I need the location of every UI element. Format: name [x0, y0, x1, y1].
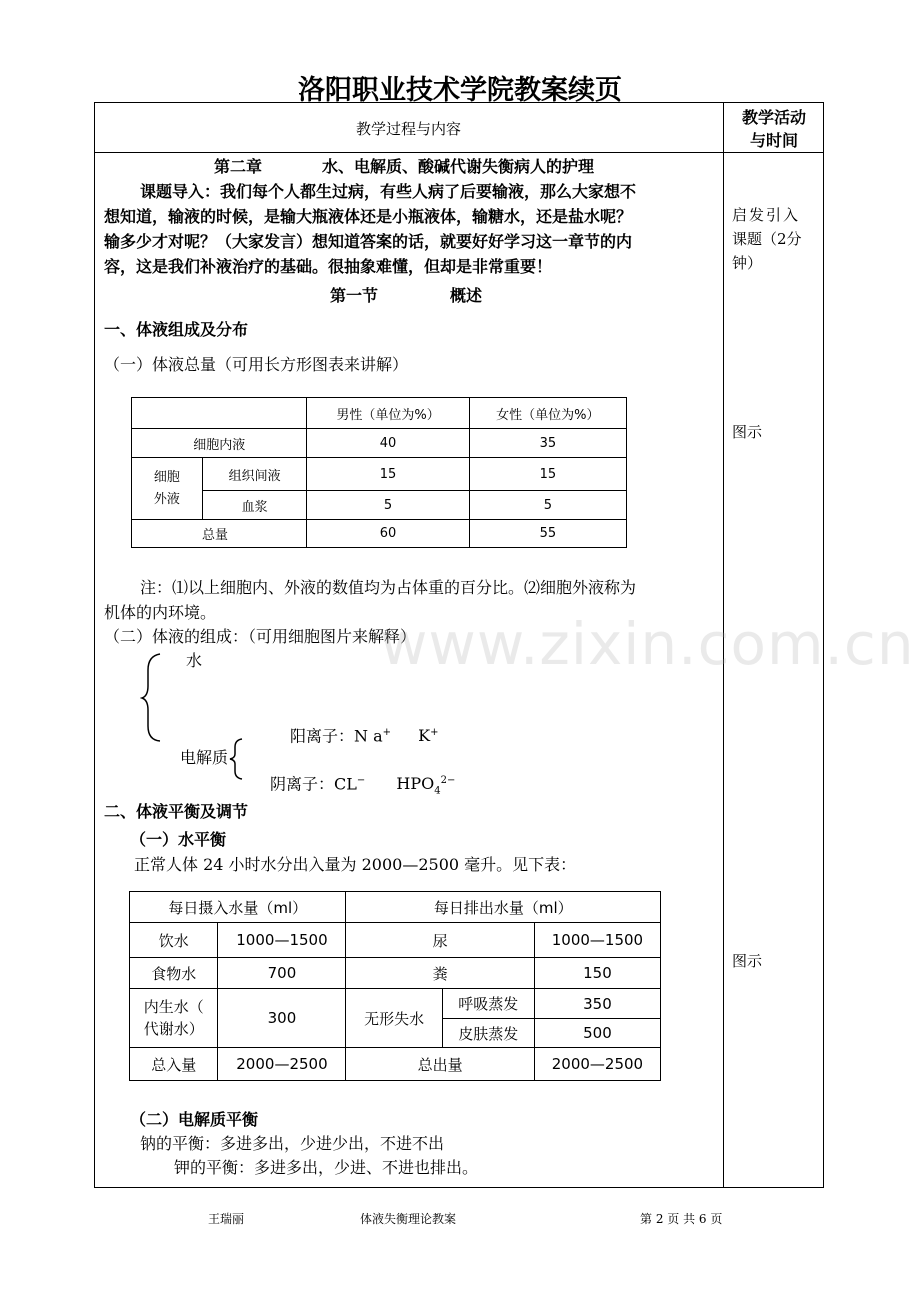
table1-cell: 15 [307, 458, 469, 491]
page-title: 洛阳职业技术学院教案续页 [298, 75, 622, 106]
section-number: 第一节 [330, 286, 379, 305]
endogenous-label-2: 代谢水） [143, 1020, 204, 1038]
table1-row-total: 总量 [132, 520, 307, 548]
header-side-line1: 教学活动 [741, 108, 806, 127]
side-note-intro [732, 203, 820, 275]
table1-row-extracellular [132, 458, 203, 520]
table1-cell: 35 [469, 429, 626, 458]
water-balance-table [129, 891, 661, 1081]
intro-line-4: 容，这是我们补液治疗的基础。很抽象难懂，但却是非常重要！ [104, 257, 553, 276]
anion-cl: CL [334, 774, 357, 794]
table2-cell: 500 [534, 1019, 660, 1048]
table1-row-plasma: 血浆 [202, 491, 307, 520]
table1-cell: 60 [307, 520, 469, 548]
table2-header-intake: 每日摄入水量（ml） [130, 892, 346, 923]
cation-na: N a [354, 726, 383, 746]
hpo-subscript: 4 [434, 785, 441, 797]
note-line-2: 机体的内环境。 [104, 603, 217, 622]
anion-hpo: HPO [396, 774, 435, 794]
table1-col-male: 男性（单位为%） [307, 398, 469, 429]
anion-line [270, 768, 455, 804]
potassium-balance: 钾的平衡：多进多出，少进、不进也排出。 [174, 1158, 479, 1177]
table2-cell: 尿 [346, 923, 534, 958]
subheading-total-fluid: （一）体液总量（可用长方形图表来讲解） [104, 355, 409, 374]
na-charge: + [382, 727, 392, 738]
big-brace [140, 650, 170, 745]
water-label: 水 [186, 651, 203, 670]
table1-row-interstitial: 组织间液 [202, 458, 307, 491]
table2-header-output: 每日排出水量（ml） [346, 892, 661, 923]
subheading-water-balance: （一）水平衡 [130, 830, 227, 849]
note-line-1: 注：⑴以上细胞内、外液的数值均为占体重的百分比。⑵细胞外液称为 [140, 578, 637, 597]
table1-cell: 40 [307, 429, 469, 458]
chapter-number: 第二章 [214, 157, 263, 176]
table1-cell: 55 [469, 520, 626, 548]
table2-cell: 150 [534, 958, 660, 989]
watermark: www.zixin.com.cn [380, 610, 915, 678]
table2-cell: 饮水 [130, 923, 218, 958]
side-note-intro-2: 课题（2分 [732, 230, 802, 248]
cation-k: K [418, 726, 431, 746]
section-title: 概述 [450, 286, 483, 305]
footer-page: 第 2 页 共 6 页 [640, 1212, 723, 1226]
table2-cell-endogenous [130, 989, 218, 1048]
intro-line-2: 想知道，输液的时候，是输大瓶液体还是小瓶液体，输糖水，还是盐水呢？ [104, 207, 633, 226]
table2-cell: 总入量 [130, 1048, 218, 1081]
table2-cell: 1000—1500 [534, 923, 660, 958]
subheading-electrolyte-balance: （二）电解质平衡 [130, 1110, 259, 1129]
body-fluid-table [131, 397, 627, 548]
footer-author: 王瑞丽 [208, 1212, 245, 1226]
table2-cell: 无形失水 [346, 989, 442, 1048]
table1-corner [132, 398, 307, 429]
table2-cell: 2000—2500 [534, 1048, 660, 1081]
extracellular-label-1: 细胞 [153, 469, 180, 485]
cation-line [290, 720, 438, 748]
extracellular-label-2: 外液 [153, 491, 180, 507]
subheading-composition: （二）体液的组成：（可用细胞图片来解释） [104, 627, 417, 646]
header-main: 教学过程与内容 [355, 120, 461, 138]
table2-cell: 皮肤蒸发 [442, 1019, 534, 1048]
table2-cell: 粪 [346, 958, 534, 989]
table2-cell: 300 [218, 989, 346, 1048]
heading-fluid-balance: 二、体液平衡及调节 [104, 802, 249, 821]
chapter-title: 水、电解质、酸碱代谢失衡病人的护理 [322, 157, 595, 176]
table2-cell: 700 [218, 958, 346, 989]
side-note-intro-1: 启发引入 [732, 206, 801, 224]
cl-charge: − [356, 775, 366, 786]
anion-label: 阴离子： [270, 774, 335, 794]
table1-cell: 5 [469, 491, 626, 520]
water-balance-text: 正常人体 24 小时水分出入量为 2000—2500 毫升。见下表： [134, 855, 577, 874]
table2-cell: 1000—1500 [218, 923, 346, 958]
table2-cell: 呼吸蒸发 [442, 989, 534, 1019]
table2-cell: 总出量 [346, 1048, 534, 1081]
sodium-balance: 钠的平衡：多进多出，少进少出，不进不出 [140, 1134, 445, 1153]
k-charge: + [430, 727, 439, 738]
header-divider [94, 152, 824, 153]
small-brace [228, 737, 248, 781]
side-note-diagram-1: 图示 [732, 423, 763, 441]
cation-label: 阳离子： [290, 726, 355, 746]
header-side [724, 106, 824, 152]
hpo-charge: 2− [440, 775, 456, 786]
table1-cell: 15 [469, 458, 626, 491]
endogenous-label-1: 内生水（ [143, 998, 204, 1016]
side-note-intro-3: 钟） [732, 254, 763, 272]
intro-line-1: 课题导入：我们每个人都生过病，有些人病了后要输液，那么大家想不 [140, 182, 637, 201]
table1-col-female: 女性（单位为%） [469, 398, 626, 429]
table1-row-intracellular: 细胞内液 [132, 429, 307, 458]
table1-cell: 5 [307, 491, 469, 520]
header-side-line2: 与时间 [749, 131, 798, 150]
table2-cell: 2000—2500 [218, 1048, 346, 1081]
table2-cell: 350 [534, 989, 660, 1019]
footer-course: 体液失衡理论教案 [360, 1212, 457, 1226]
table2-cell: 食物水 [130, 958, 218, 989]
heading-body-fluid-composition: 一、体液组成及分布 [104, 320, 249, 339]
intro-line-3: 输多少才对呢？（大家发言）想知道答案的话，就要好好学习这一章节的内 [104, 232, 633, 251]
electrolyte-label: 电解质 [180, 748, 229, 767]
side-note-diagram-2: 图示 [732, 952, 763, 970]
